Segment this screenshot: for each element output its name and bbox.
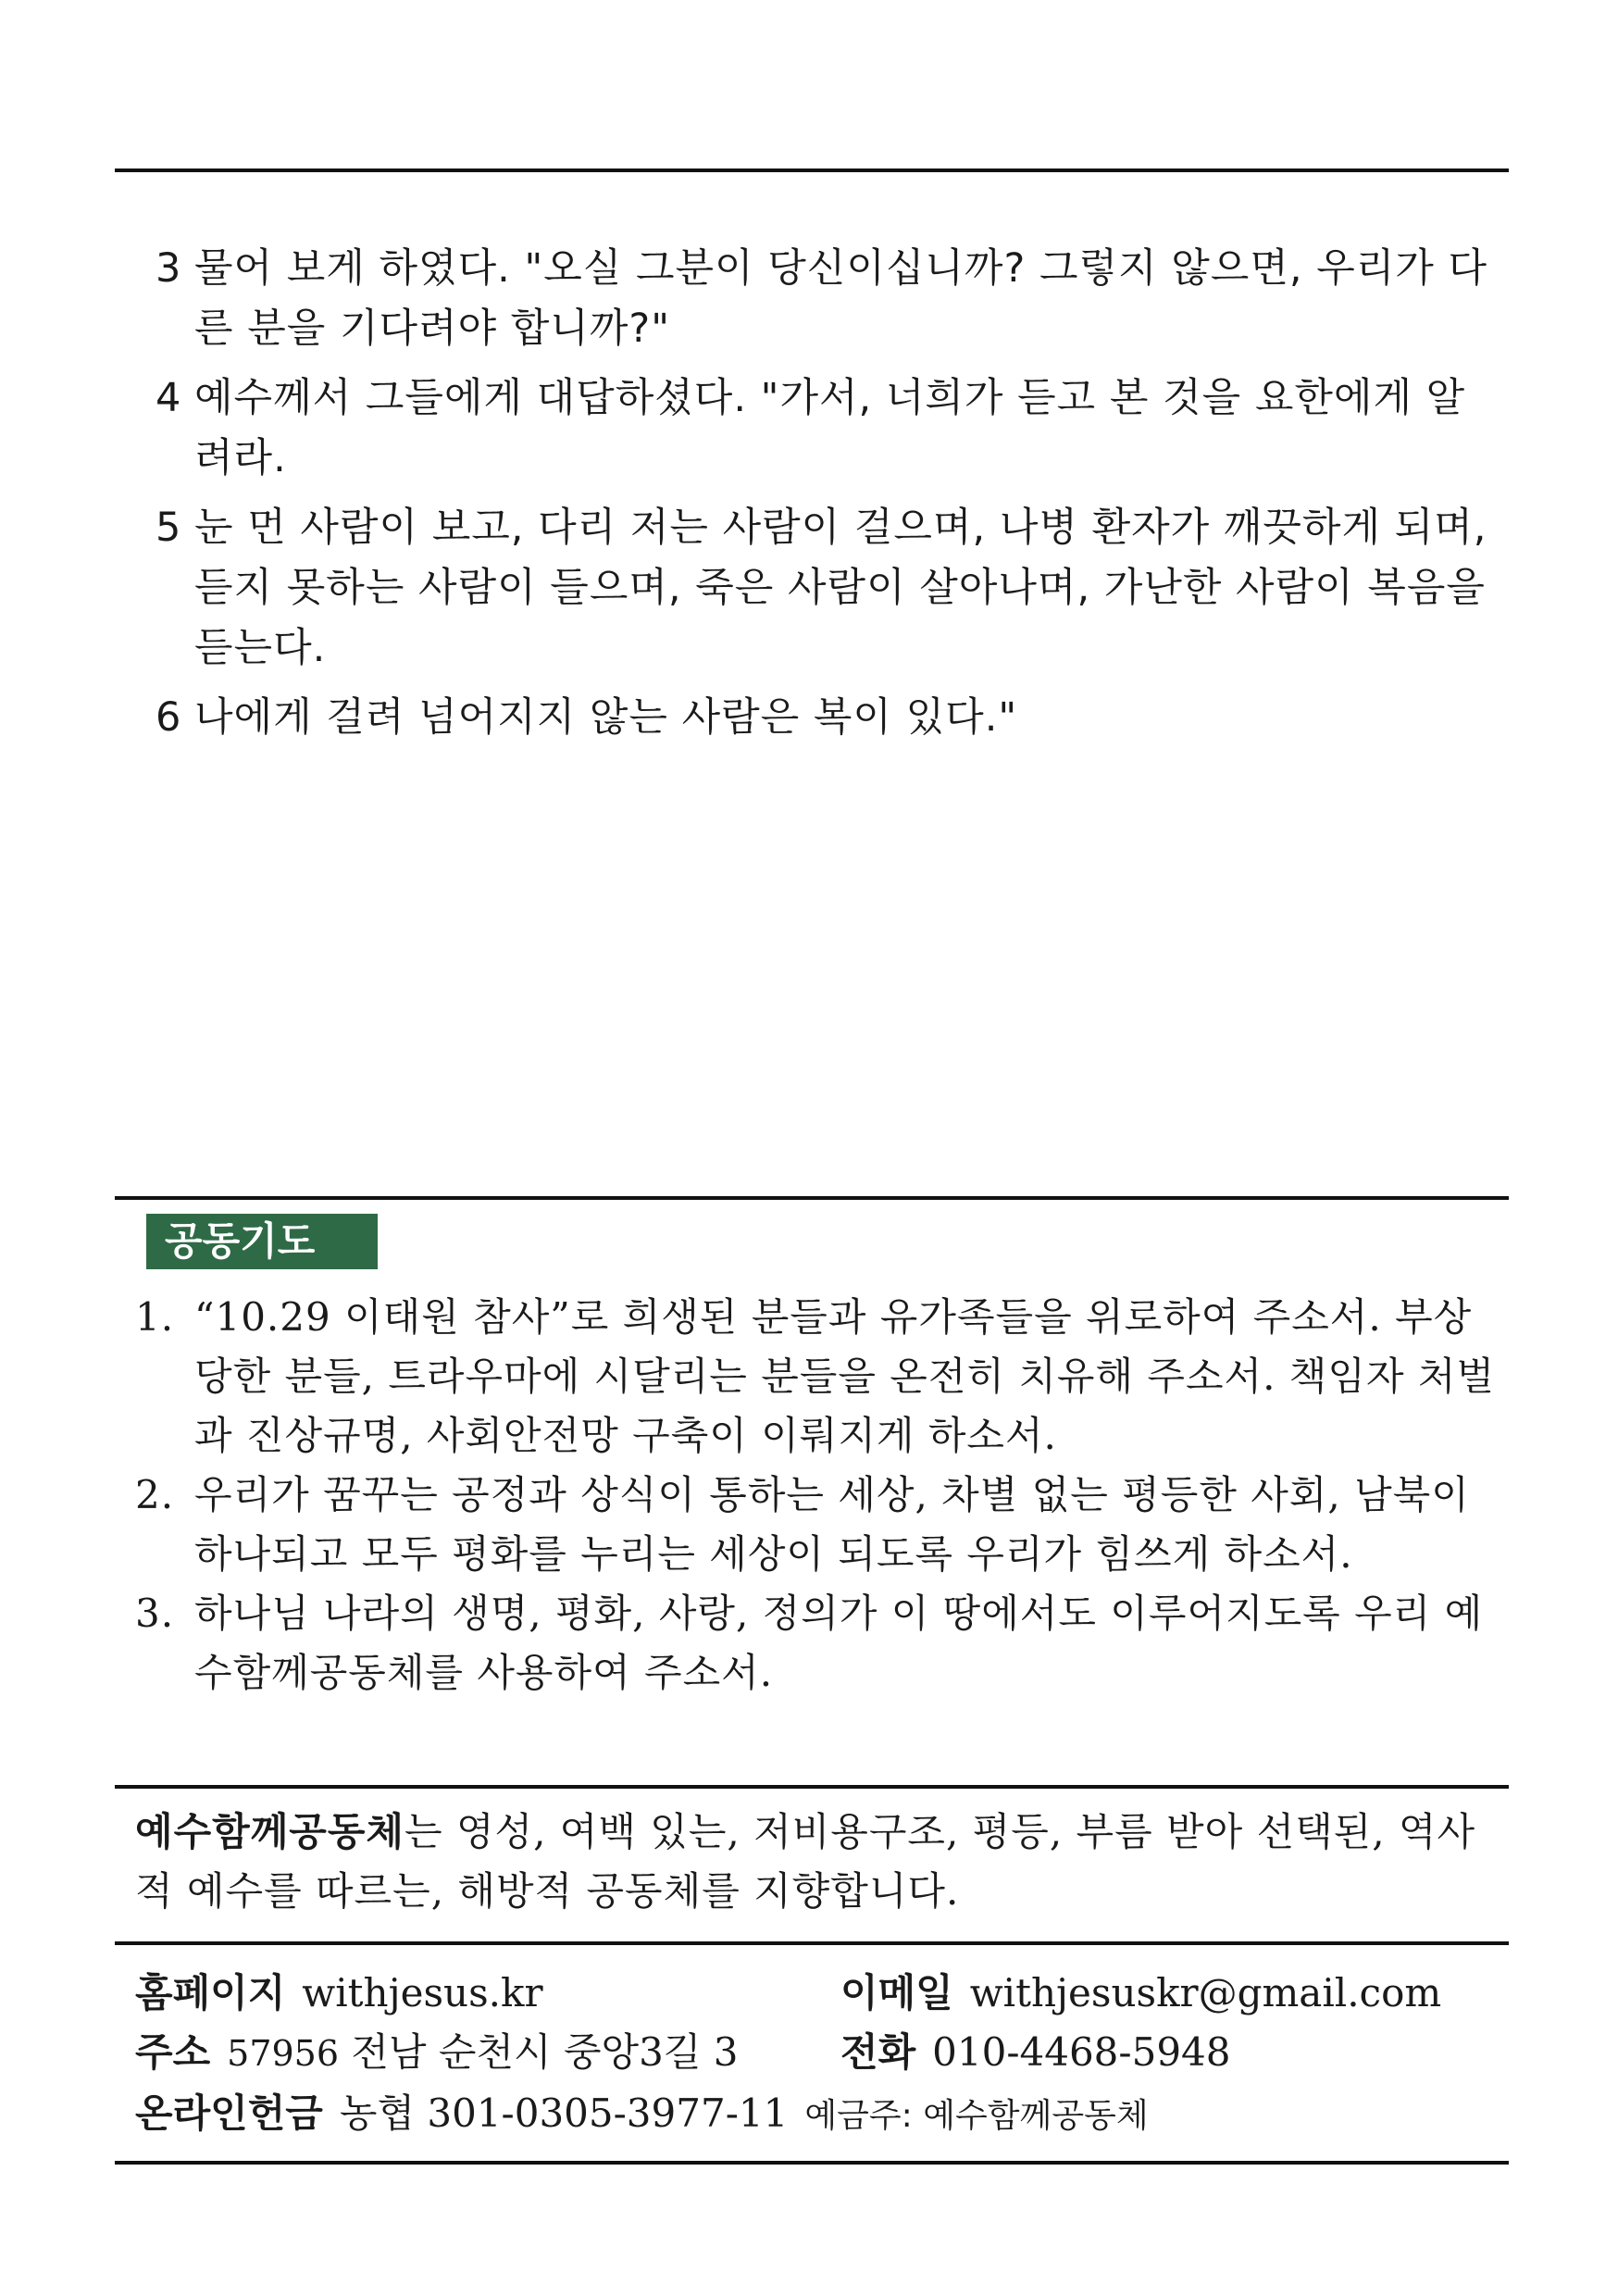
prayer-top-rule bbox=[115, 1196, 1509, 1200]
verse-text: 예수께서 그들에게 대답하셨다. "가서, 너희가 듣고 본 것을 요한에게 알려라. bbox=[194, 375, 1466, 481]
email-row bbox=[840, 1964, 1441, 2023]
bank-account: 농협 301-0305-3977-11 bbox=[339, 2090, 789, 2136]
address-text: 전남 순천시 중앙3길 3 bbox=[351, 2029, 739, 2075]
verse-number: 5 bbox=[156, 505, 182, 551]
prayer-number: 3. bbox=[135, 1591, 175, 1636]
homepage-link[interactable]: withjesus.kr bbox=[302, 1970, 543, 2015]
prayer-item-2 bbox=[135, 1466, 1505, 1584]
contact-top-rule bbox=[115, 1941, 1509, 1945]
verse-number: 6 bbox=[156, 694, 182, 741]
prayer-section-title: 공동기도 bbox=[146, 1214, 378, 1269]
prayer-text: 우리가 꿈꾸는 공정과 상식이 통하는 세상, 차별 없는 평등한 사회, 남북이 하나되고 모두 평화를 누리는 세상이 되도록 우리가 힘쓰게 하소서. bbox=[194, 1472, 1470, 1577]
top-rule bbox=[115, 168, 1509, 172]
prayer-text: “10.29 이태원 참사”로 희생된 분들과 유가족들을 위로하여 주소서. 부상당한 분들, 트라우마에 시달리는 분들을 온전히 치유해 주소서. 책임자 처벌과 진상규명, 사회안전망 구축이 이뤄지게 하소서. bbox=[194, 1294, 1496, 1458]
verse-text: 눈 먼 사람이 보고, 다리 저는 사람이 걸으며, 나병 환자가 깨끗하게 되며, 듣지 못하는 사람이 들으며, 죽은 사람이 살아나며, 가난한 사람이 복음을 듣는다. bbox=[194, 505, 1487, 671]
verse-5 bbox=[156, 498, 1488, 679]
email-label: 이메일 bbox=[840, 1970, 953, 2015]
scripture-passage bbox=[156, 239, 1488, 757]
mission-top-rule bbox=[115, 1785, 1509, 1789]
phone-label: 전화 bbox=[840, 2029, 916, 2075]
verse-3 bbox=[156, 239, 1488, 359]
homepage-row bbox=[135, 1964, 543, 2023]
community-name: 예수함께공동체 bbox=[135, 1809, 405, 1854]
homepage-label: 홈페이지 bbox=[135, 1970, 286, 2015]
verse-number: 3 bbox=[156, 245, 182, 292]
prayer-text: 하나님 나라의 생명, 평화, 사랑, 정의가 이 땅에서도 이루어지도록 우리 예수함께공동체를 사용하여 주소서. bbox=[194, 1591, 1484, 1695]
address-row bbox=[135, 2023, 738, 2083]
verse-number: 4 bbox=[156, 375, 182, 421]
account-holder: 예금주: 예수함께공동체 bbox=[804, 2097, 1149, 2135]
offering-label: 온라인헌금 bbox=[135, 2090, 323, 2136]
postcode: 57956 bbox=[227, 2033, 340, 2074]
email-link[interactable]: withjesuskr@gmail.com bbox=[969, 1970, 1442, 2015]
verse-text: 물어 보게 하였다. "오실 그분이 당신이십니까? 그렇지 않으면, 우리가 다른 분을 기다려야 합니까?" bbox=[194, 245, 1488, 352]
phone-row bbox=[840, 2023, 1230, 2082]
prayer-item-1 bbox=[135, 1288, 1505, 1466]
prayer-number: 2. bbox=[135, 1472, 175, 1517]
prayer-item-3 bbox=[135, 1584, 1505, 1703]
verse-6 bbox=[156, 688, 1488, 748]
prayer-number: 1. bbox=[135, 1294, 175, 1340]
mission-text: 는 영성, 여백 있는, 저비용구조, 평등, 부름 받아 선택된, 역사적 예수를 따르는, 해방적 공동체를 지향합니다. bbox=[135, 1809, 1476, 1914]
offering-row bbox=[135, 2084, 1149, 2146]
phone-number[interactable]: 010-4468-5948 bbox=[932, 2029, 1231, 2075]
bottom-rule bbox=[115, 2161, 1509, 2165]
verse-text: 나에게 걸려 넘어지지 않는 사람은 복이 있다." bbox=[194, 694, 1018, 741]
prayer-list bbox=[135, 1288, 1505, 1703]
verse-4 bbox=[156, 368, 1488, 489]
address-label: 주소 bbox=[135, 2029, 211, 2075]
mission-statement bbox=[135, 1803, 1505, 1921]
